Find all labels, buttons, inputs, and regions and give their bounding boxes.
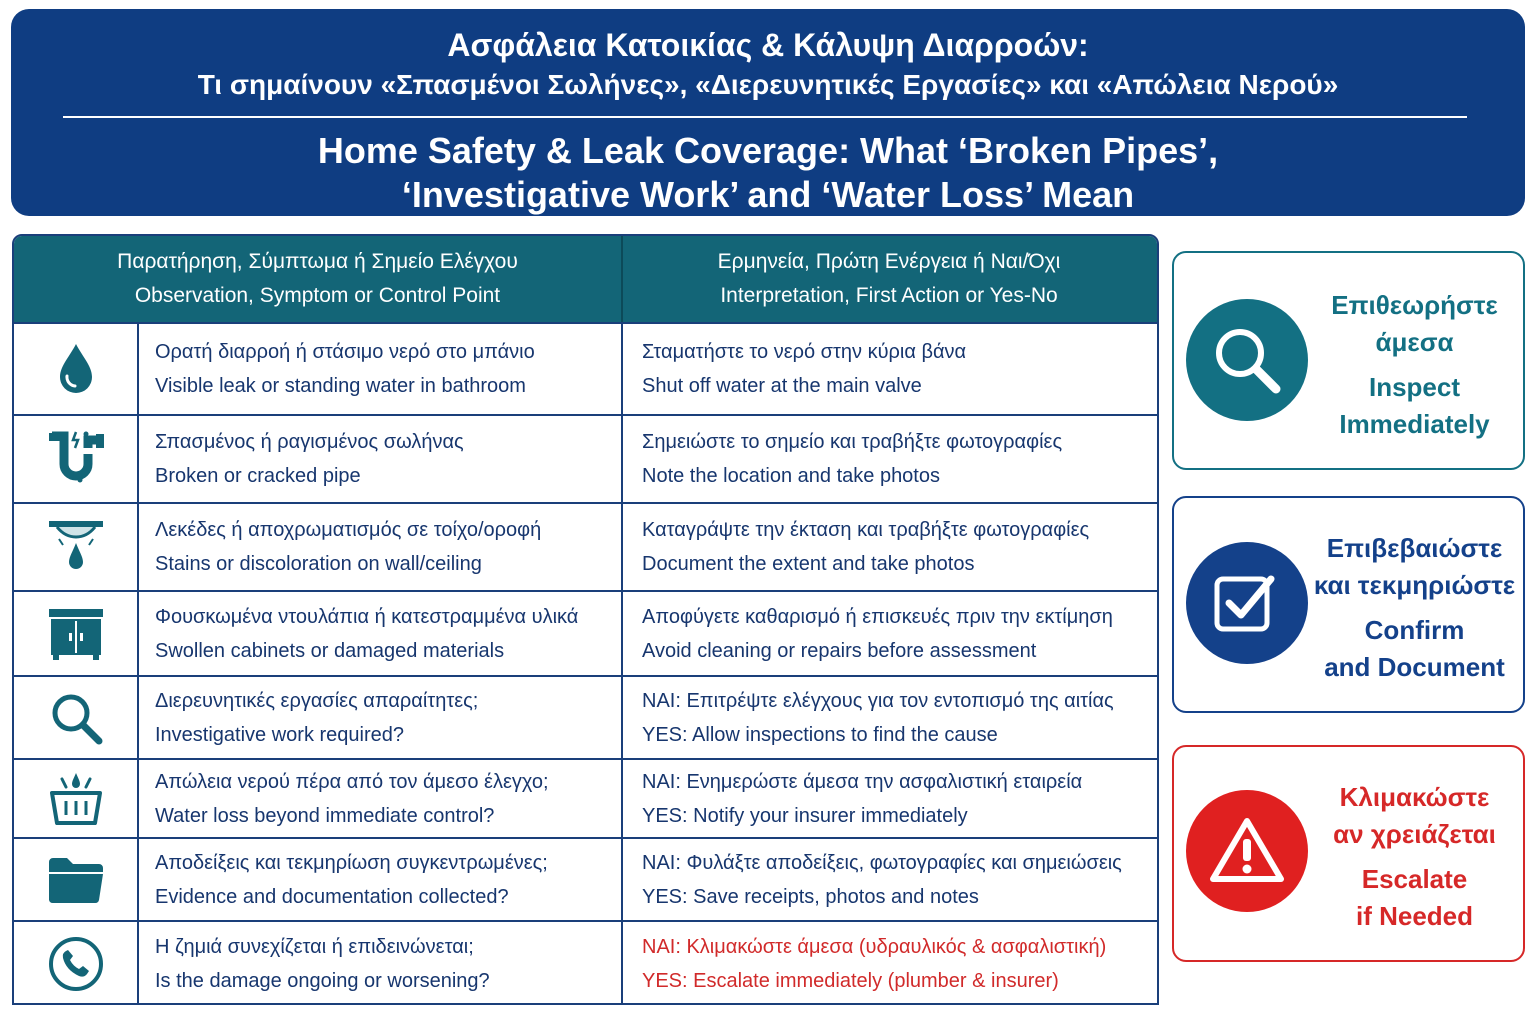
action-gr: ΝΑΙ: Φυλάξτε αποδείξεις, φωτογραφίες και σημειώσεις <box>642 851 1122 874</box>
action-gr: Καταγράψτε την έκταση και τραβήξτε φωτογραφίες <box>642 519 1090 541</box>
checkbox-icon <box>1211 567 1283 639</box>
observation-en: Evidence and documentation collected? <box>155 885 509 908</box>
card-label-gr: Επιβεβαιώστε <box>1326 533 1503 563</box>
observation-cell <box>155 839 619 920</box>
column-header-observation-gr: Παρατήρηση, Σύμπτωμα ή Σημείο Ελέγχου <box>117 250 518 273</box>
column-header-observation <box>14 236 621 322</box>
card-label-gr: αν χρειάζεται <box>1333 819 1496 849</box>
card-label-gr: άμεσα <box>1375 327 1454 357</box>
action-cell <box>642 324 1157 414</box>
action-en: YES: Notify your insurer immediately <box>642 804 968 827</box>
row-icon-cell <box>14 760 139 837</box>
inspect-card <box>1172 251 1525 470</box>
observation-gr: Απώλεια νερού πέρα από τον άμεσο έλεγχο; <box>155 770 549 793</box>
inspect-card-text <box>1310 287 1519 443</box>
observation-en: Is the damage ongoing or worsening? <box>155 969 490 992</box>
action-en: YES: Escalate immediately (plumber & insurer) <box>642 969 1059 992</box>
observation-cell <box>155 504 619 590</box>
banner-divider <box>63 116 1467 118</box>
card-label-en: Immediately <box>1339 409 1490 439</box>
card-label-gr: Επιθεωρήστε <box>1331 290 1498 320</box>
row-icon-cell <box>14 504 139 590</box>
card-label-en: if Needed <box>1355 901 1474 931</box>
warning-icon <box>1207 815 1287 887</box>
observation-gr: Η ζημιά συνεχίζεται ή επιδεινώνεται; <box>155 935 474 958</box>
action-en: Document the extent and take photos <box>642 553 975 575</box>
title-english-line-2: ‘Investigative Work’ and ‘Water Loss’ Mean <box>401 174 1135 215</box>
ceiling-leak-icon <box>47 519 105 575</box>
action-cell <box>642 760 1157 837</box>
action-cell <box>642 677 1157 758</box>
action-gr: ΝΑΙ: Κλιμακώστε άμεσα (υδραυλικός & ασφαλιστική) <box>642 935 1107 958</box>
checklist-table <box>12 234 1159 1005</box>
observation-cell <box>155 592 619 675</box>
action-gr: Σταματήστε το νερό στην κύρια βάνα <box>642 341 967 363</box>
inspect-badge <box>1186 299 1308 421</box>
title-greek: Ασφάλεια Κατοικίας & Κάλυψη Διαρροών: <box>447 27 1089 63</box>
search-icon <box>1210 323 1284 397</box>
observation-cell <box>155 760 619 837</box>
escalate-badge <box>1186 790 1308 912</box>
water-drop-icon <box>56 342 96 396</box>
action-en: YES: Save receipts, photos and notes <box>642 885 979 908</box>
card-label-en: Inspect <box>1368 372 1461 402</box>
table-row <box>14 758 1157 837</box>
column-divider <box>621 922 623 1005</box>
row-icon-cell <box>14 839 139 920</box>
action-cell <box>642 504 1157 590</box>
observation-gr: Σπασμένος ή ραγισμένος σωλήνας <box>155 431 464 453</box>
action-en: Shut off water at the main valve <box>642 375 922 397</box>
escalate-card-text <box>1310 779 1519 935</box>
column-divider <box>621 839 623 920</box>
phone-icon <box>47 935 105 993</box>
action-cell <box>642 592 1157 675</box>
column-divider <box>621 592 623 675</box>
water-basket-icon <box>48 771 104 827</box>
card-label-en: Escalate <box>1361 864 1468 894</box>
row-icon-cell <box>14 922 139 1005</box>
confirm-card <box>1172 496 1525 713</box>
observation-cell <box>155 324 619 414</box>
column-divider <box>621 324 623 414</box>
action-en: YES: Allow inspections to find the cause <box>642 723 998 746</box>
observation-cell <box>155 922 619 1005</box>
card-label-gr: Κλιμακώστε <box>1339 782 1490 812</box>
observation-en: Water loss beyond immediate control? <box>155 804 495 827</box>
confirm-badge <box>1186 542 1308 664</box>
observation-gr: Αποδείξεις και τεκμηρίωση συγκεντρωμένες; <box>155 851 548 874</box>
table-header <box>14 236 1157 322</box>
column-header-observation-en: Observation, Symptom or Control Point <box>134 284 501 307</box>
magnifier-icon <box>49 691 103 745</box>
observation-gr: Λεκέδες ή αποχρωματισμός σε τοίχο/οροφή <box>155 519 542 541</box>
card-label-en: Confirm <box>1364 615 1465 645</box>
action-cell <box>642 416 1157 502</box>
table-row <box>14 920 1157 1005</box>
action-cell <box>642 839 1157 920</box>
observation-en: Stains or discoloration on wall/ceiling <box>155 553 482 575</box>
table-row <box>14 675 1157 758</box>
column-divider <box>621 504 623 590</box>
action-gr: ΝΑΙ: Επιτρέψτε ελέγχους για τον εντοπισμό της αιτίας <box>642 689 1114 712</box>
observation-cell <box>155 416 619 502</box>
table-row <box>14 837 1157 920</box>
broken-pipe-icon <box>46 430 106 488</box>
title-banner <box>11 9 1525 216</box>
title-english-line-1: Home Safety & Leak Coverage: What ‘Broken Pipes’, <box>317 130 1219 171</box>
observation-gr: Ορατή διαρροή ή στάσιμο νερό στο μπάνιο <box>155 341 535 363</box>
escalate-card <box>1172 745 1525 962</box>
observation-en: Swollen cabinets or damaged materials <box>155 639 505 662</box>
table-row <box>14 322 1157 414</box>
action-cell-alert <box>642 922 1157 1005</box>
row-icon-cell <box>14 324 139 414</box>
table-row <box>14 414 1157 502</box>
column-divider <box>621 677 623 758</box>
action-gr: ΝΑΙ: Ενημερώστε άμεσα την ασφαλιστική εταιρεία <box>642 770 1083 793</box>
card-label-gr: και τεκμηριώστε <box>1313 570 1516 600</box>
column-header-interpretation-en: Interpretation, First Action or Yes-No <box>720 284 1058 307</box>
action-gr: Αποφύγετε καθαρισμό ή επισκευές πριν την εκτίμηση <box>642 605 1113 628</box>
folder-icon <box>47 856 105 904</box>
row-icon-cell <box>14 677 139 758</box>
table-row <box>14 590 1157 675</box>
card-label-en: and Document <box>1324 652 1505 682</box>
action-en: Note the location and take photos <box>642 465 940 487</box>
observation-gr: Διερευνητικές εργασίες απαραίτητες; <box>155 689 479 712</box>
row-icon-cell <box>14 592 139 675</box>
observation-gr: Φουσκωμένα ντουλάπια ή κατεστραμμένα υλικά <box>155 605 579 628</box>
table-row <box>14 502 1157 590</box>
observation-en: Visible leak or standing water in bathroom <box>155 375 526 397</box>
observation-cell <box>155 677 619 758</box>
column-header-interpretation-gr: Ερμηνεία, Πρώτη Ενέργεια ή Ναι/Όχι <box>717 250 1061 273</box>
row-icon-cell <box>14 416 139 502</box>
subtitle-greek: Τι σημαίνουν «Σπασμένοι Σωλήνες», «Διερευνητικές Εργασίες» και «Απώλεια Νερού» <box>197 69 1339 100</box>
column-divider <box>621 760 623 837</box>
confirm-card-text <box>1310 530 1519 686</box>
action-en: Avoid cleaning or repairs before assessment <box>642 639 1037 662</box>
cabinet-icon <box>47 607 105 661</box>
observation-en: Broken or cracked pipe <box>155 465 361 487</box>
column-header-interpretation <box>621 236 1157 322</box>
observation-en: Investigative work required? <box>155 723 405 746</box>
action-gr: Σημειώστε το σημείο και τραβήξτε φωτογραφίες <box>642 431 1063 453</box>
column-divider <box>621 416 623 502</box>
